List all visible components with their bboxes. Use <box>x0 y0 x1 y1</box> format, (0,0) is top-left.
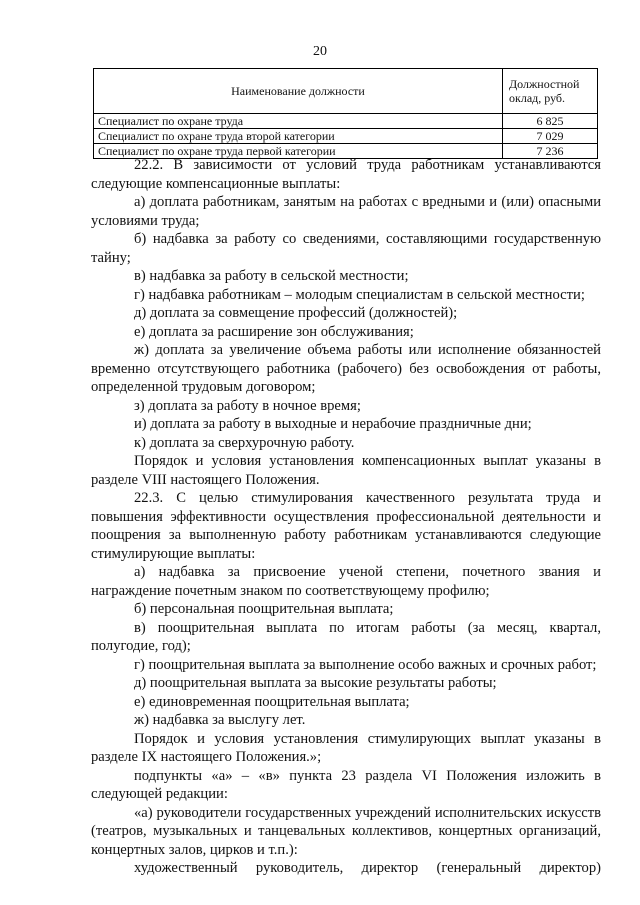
paragraph-compensation-order: Порядок и условия установления компенсационных выплат указаны в разделе VIII настоящего Положения. <box>91 453 601 488</box>
salary-table <box>93 68 598 159</box>
document-body <box>91 156 601 878</box>
list-item: е) единовременная поощрительная выплата; <box>134 693 410 710</box>
list-item: г) надбавка работникам – молодым специалистам в сельской местности; <box>134 286 585 303</box>
list-item: ж) доплата за увеличение объема работы или исполнение обязанностей временно отсутствующего работника (рабочего) без освобождения от работы, определенной трудовым договором; <box>91 342 601 395</box>
list-item: д) поощрительная выплата за высокие результаты работы; <box>134 675 497 691</box>
paragraph-22-3: 22.3. С целью стимулирования качественного результата труда и повышения эффективности осуществления профессиональной деятельности и поощрения за выполненную работу работникам устанавливаются следующие стимулирующие выплаты: <box>91 490 601 562</box>
list-item: е) доплата за расширение зон обслуживания; <box>134 323 414 340</box>
list-item: г) поощрительная выплата за выполнение особо важных и срочных работ; <box>134 656 597 673</box>
table-header-position: Наименование должности <box>94 69 503 114</box>
table-row <box>94 129 598 144</box>
table-row <box>94 114 598 129</box>
list-item: и) доплата за работу в выходные и нерабочие праздничные дни; <box>134 416 532 432</box>
table-header-row <box>94 69 598 114</box>
list-item: в) надбавка за работу в сельской местности; <box>134 268 409 284</box>
list-item: б) надбавка за работу со сведениями, составляющими государственную тайну; <box>91 231 601 266</box>
table-cell-salary: 7 029 <box>503 129 598 144</box>
list-item: ж) надбавка за выслугу лет. <box>134 712 306 728</box>
list-item: к) доплата за сверхурочную работу. <box>134 434 355 451</box>
paragraph-22-2: 22.2. В зависимости от условий труда работникам устанавливаются следующие компенсационные выплаты: <box>91 157 601 192</box>
list-item: з) доплата за работу в ночное время; <box>134 397 361 414</box>
list-item: а) надбавка за присвоение ученой степени, почетного звания и награждение почетным знаком по соответствующему профилю; <box>91 564 601 599</box>
table-header-salary: Должностной оклад, руб. <box>503 69 598 114</box>
list-item: б) персональная поощрительная выплата; <box>134 601 394 617</box>
list-item: д) доплата за совмещение профессий (должностей); <box>134 305 458 321</box>
paragraph-incentive-order: Порядок и условия установления стимулирующих выплат указаны в разделе IX настоящего Положения.»; <box>91 730 601 765</box>
table-cell-position: Специалист по охране труда второй категории <box>94 129 503 144</box>
paragraph-artistic-director: художественный руководитель, директор (генеральный директор) <box>134 860 601 876</box>
paragraph-subclauses: подпункты «а» – «в» пункта 23 раздела VI Положения изложить в следующей редакции: <box>91 767 601 802</box>
table-cell-position: Специалист по охране труда первой категории <box>94 144 503 159</box>
table-cell-salary: 7 236 <box>503 144 598 159</box>
table-cell-salary: 6 825 <box>503 114 598 129</box>
table-cell-position: Специалист по охране труда <box>94 114 503 129</box>
list-item: в) поощрительная выплата по итогам работы (за месяц, квартал, полугодие, год); <box>91 619 601 654</box>
paragraph-new-edition: «а) руководители государственных учреждений исполнительских искусств (театров, музыкальных и танцевальных коллективов, концертных организаций, концертных залов, цирков и т.п.): <box>91 804 601 858</box>
page-number: 20 <box>313 44 327 59</box>
list-item: а) доплата работникам, занятым на работах с вредными и (или) опасными условиями труда; <box>91 194 601 229</box>
